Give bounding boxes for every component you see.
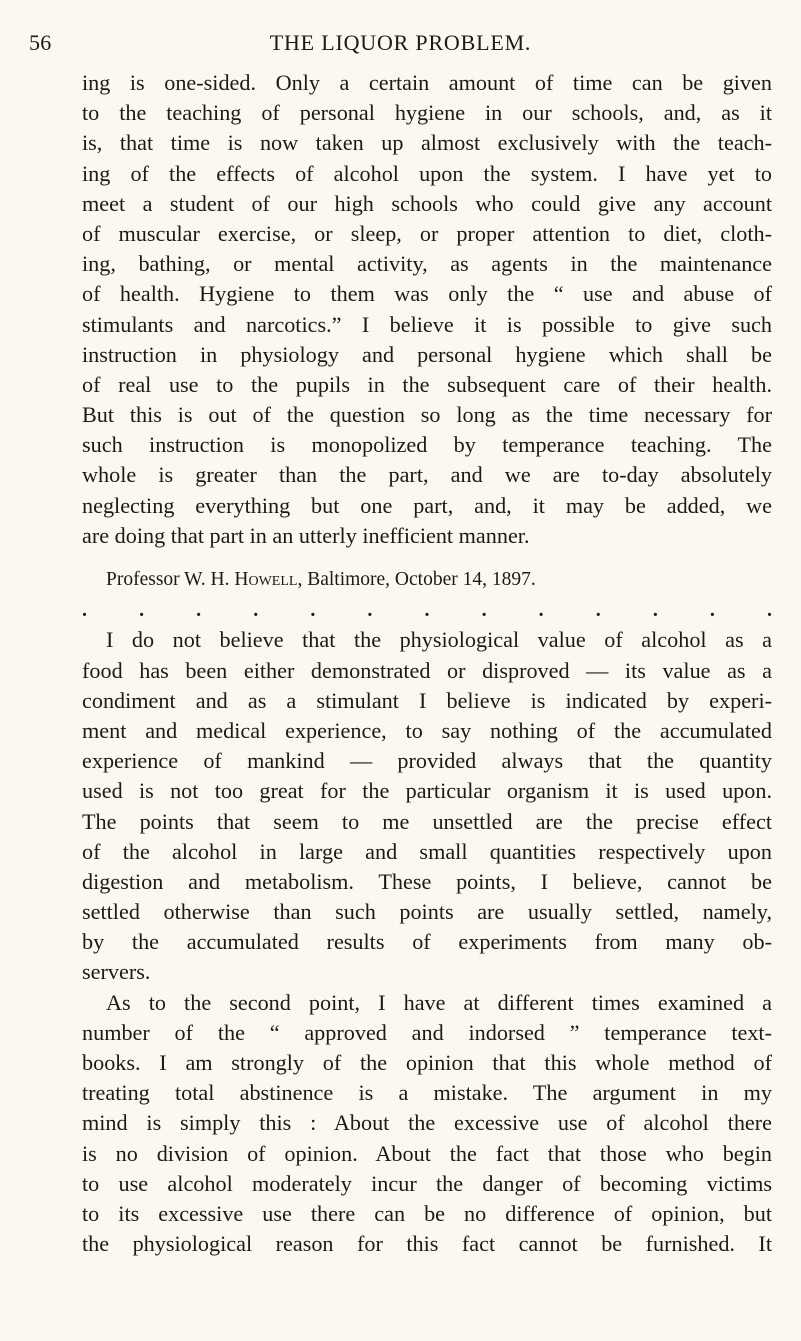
text-line: settled otherwise than such points are usually settled, namely, (82, 899, 772, 925)
paragraph-1 (82, 68, 772, 551)
text-line: of muscular exercise, or sleep, or proper attention to diet, cloth- (82, 220, 772, 246)
text-line: meet a student of our high schools who could give any account (82, 190, 772, 216)
text-line: such instruction is monopolized by temperance teaching. The (82, 432, 772, 458)
text-line: stimulants and narcotics.” I believe it is possible to give such (82, 311, 772, 337)
paragraph-3 (82, 988, 772, 1260)
page-number: 56 (29, 30, 52, 55)
attribution-name: Howell (234, 569, 298, 590)
text-line: of the alcohol in large and small quantities respectively upon (82, 838, 772, 864)
paragraph-2 (82, 625, 772, 987)
page-header (0, 30, 801, 60)
attribution (82, 565, 772, 595)
text-line: As to the second point, I have at different times examined a (106, 989, 772, 1015)
text-line: digestion and metabolism. These points, I believe, cannot be (82, 868, 772, 894)
text-line: food has been either demonstrated or disproved — its value as a (82, 657, 772, 683)
text-line: servers. (82, 959, 151, 985)
text-line: to its excessive use there can be no difference of opinion, but (82, 1200, 772, 1226)
text-line: are doing that part in an utterly inefficient manner. (82, 522, 530, 548)
attribution-prefix: Professor W. H. (106, 569, 235, 590)
text-line: to use alcohol moderately incur the danger of becoming victims (82, 1170, 772, 1196)
running-title: THE LIQUOR PROBLEM. (269, 30, 532, 55)
text-line: instruction in physiology and personal hygiene which shall be (82, 341, 772, 367)
text-line: neglecting everything but one part, and, it may be added, we (82, 492, 772, 518)
text-line: ing is one-sided. Only a certain amount of time can be given (82, 70, 772, 95)
text-line: condiment and as a stimulant I believe is indicated by experi- (82, 687, 772, 713)
text-line: But this is out of the question so long as the time necessary for (82, 402, 772, 428)
text-line: I do not believe that the physiological value of alcohol as a (106, 627, 772, 653)
text-line: number of the “ approved and indorsed ” temperance text- (82, 1019, 772, 1045)
text-line: by the accumulated results of experiments from many ob- (82, 929, 772, 955)
text-line: ing of the effects of alcohol upon the system. I have yet to (82, 160, 772, 186)
spacer (82, 551, 772, 565)
text-line: The points that seem to me unsettled are the precise effect (82, 808, 772, 834)
ellipsis-separator: . . . . . . . . . . . . . (82, 599, 772, 622)
text-line: of real use to the pupils in the subsequent care of their health. (82, 371, 772, 397)
text-line: the physiological reason for this fact cannot be furnished. It (82, 1231, 772, 1257)
text-line: experience of mankind — provided always that the quantity (82, 748, 772, 774)
text-line: to the teaching of personal hygiene in our schools, and, as it (82, 100, 772, 126)
text-line: treating total abstinence is a mistake. The argument in my (82, 1080, 772, 1106)
text-line: mind is simply this : About the excessive use of alcohol there (82, 1110, 772, 1136)
text-line: books. I am strongly of the opinion that this whole method of (82, 1050, 772, 1075)
attribution-suffix: , Baltimore, October 14, 1897. (297, 569, 536, 590)
text-line: of health. Hygiene to them was only the “ use and abuse of (82, 281, 772, 307)
text-line: is no division of opinion. About the fact that those who begin (82, 1140, 772, 1166)
text-line: ment and medical experience, to say nothing of the accumulated (82, 717, 772, 743)
text-line: ing, bathing, or mental activity, as agents in the maintenance (82, 251, 772, 277)
text-line: is, that time is now taken up almost exclusively with the teach- (82, 130, 772, 156)
text-line: used is not too great for the particular organism it is used upon. (82, 778, 772, 804)
body-text (82, 68, 772, 1259)
text-line: whole is greater than the part, and we are to-day absolutely (82, 462, 772, 488)
